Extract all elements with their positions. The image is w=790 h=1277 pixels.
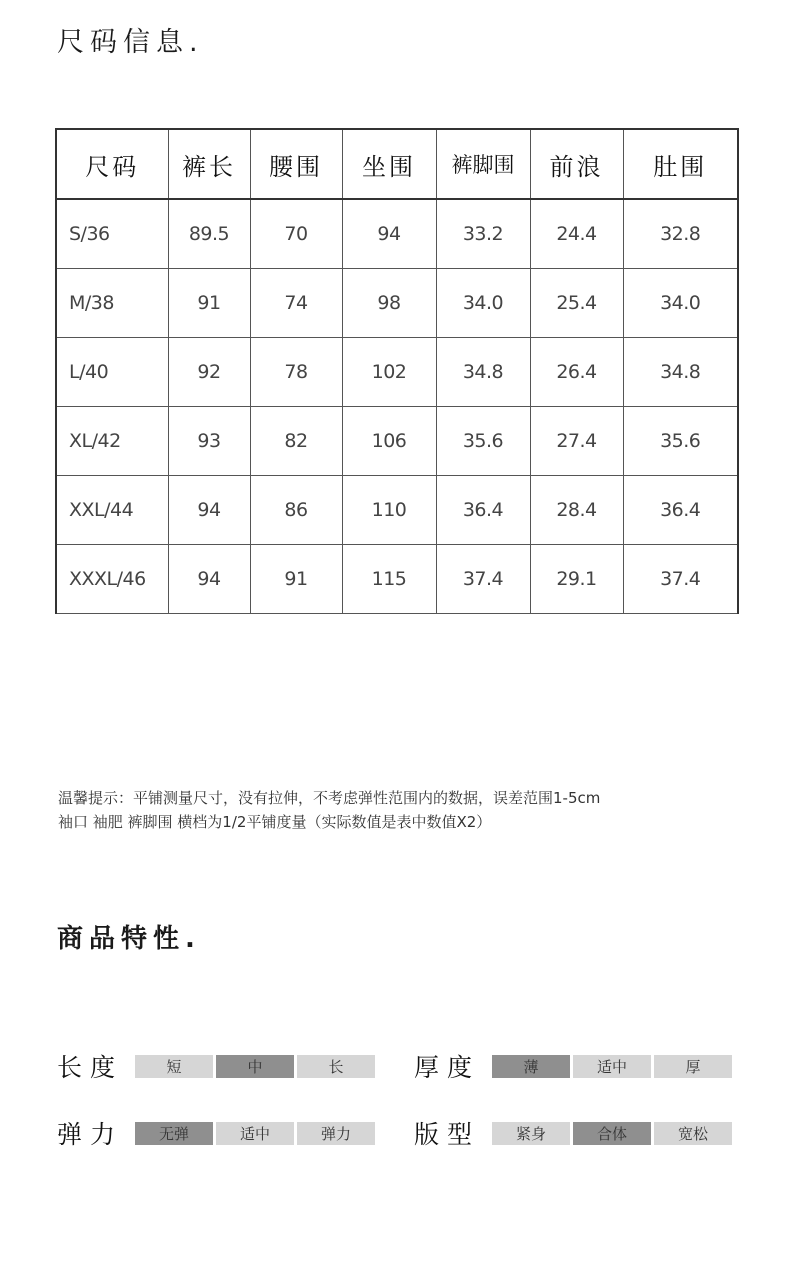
feature-label: 弹力 bbox=[57, 1120, 124, 1149]
size-cell: M/38 bbox=[56, 268, 168, 337]
feature-label: 厚度 bbox=[414, 1053, 481, 1082]
feature-label: 长度 bbox=[57, 1053, 124, 1082]
table-cell: 98 bbox=[342, 268, 436, 337]
size-cell: XL/42 bbox=[56, 406, 168, 475]
table-row bbox=[56, 337, 738, 406]
option-chip-selected: 中 bbox=[216, 1055, 294, 1078]
table-cell: 94 bbox=[168, 544, 250, 613]
table-cell: 94 bbox=[342, 199, 436, 268]
feature-fit bbox=[414, 1115, 735, 1151]
header-front-rise: 前浪 bbox=[530, 129, 623, 199]
size-table bbox=[55, 128, 739, 614]
header-leg-opening: 裤脚围 bbox=[436, 129, 530, 199]
table-row bbox=[56, 199, 738, 268]
feature-length bbox=[57, 1048, 378, 1084]
feature-elasticity bbox=[57, 1115, 378, 1151]
table-cell: 91 bbox=[168, 268, 250, 337]
table-cell: 34.8 bbox=[623, 337, 738, 406]
table-cell: 37.4 bbox=[436, 544, 530, 613]
table-cell: 28.4 bbox=[530, 475, 623, 544]
table-cell: 37.4 bbox=[623, 544, 738, 613]
table-cell: 32.8 bbox=[623, 199, 738, 268]
table-cell: 78 bbox=[250, 337, 342, 406]
header-size: 尺码 bbox=[56, 129, 168, 199]
table-cell: 34.0 bbox=[623, 268, 738, 337]
table-cell: 35.6 bbox=[436, 406, 530, 475]
table-cell: 86 bbox=[250, 475, 342, 544]
table-cell: 93 bbox=[168, 406, 250, 475]
table-cell: 29.1 bbox=[530, 544, 623, 613]
size-cell: S/36 bbox=[56, 199, 168, 268]
table-cell: 35.6 bbox=[623, 406, 738, 475]
table-cell: 89.5 bbox=[168, 199, 250, 268]
table-cell: 24.4 bbox=[530, 199, 623, 268]
size-cell: XXXL/46 bbox=[56, 544, 168, 613]
table-row bbox=[56, 475, 738, 544]
option-chip-selected: 无弹 bbox=[135, 1122, 213, 1145]
product-features-title: 商品特性. bbox=[57, 924, 201, 954]
table-cell: 92 bbox=[168, 337, 250, 406]
note-line-1: 温馨提示：平铺测量尺寸，没有拉伸，不考虑弹性范围内的数据，误差范围1-5cm bbox=[58, 789, 601, 807]
table-cell: 27.4 bbox=[530, 406, 623, 475]
table-cell: 26.4 bbox=[530, 337, 623, 406]
table-row bbox=[56, 406, 738, 475]
table-cell: 74 bbox=[250, 268, 342, 337]
option-chip-selected: 合体 bbox=[573, 1122, 651, 1145]
size-cell: XXL/44 bbox=[56, 475, 168, 544]
feature-label: 版型 bbox=[414, 1120, 481, 1149]
header-belly: 肚围 bbox=[623, 129, 738, 199]
header-waist: 腰围 bbox=[250, 129, 342, 199]
table-cell: 115 bbox=[342, 544, 436, 613]
table-cell: 106 bbox=[342, 406, 436, 475]
option-chip: 适中 bbox=[216, 1122, 294, 1145]
feature-thickness bbox=[414, 1048, 735, 1084]
table-cell: 36.4 bbox=[623, 475, 738, 544]
table-cell: 91 bbox=[250, 544, 342, 613]
table-cell: 94 bbox=[168, 475, 250, 544]
header-hip: 坐围 bbox=[342, 129, 436, 199]
size-cell: L/40 bbox=[56, 337, 168, 406]
option-chip: 紧身 bbox=[492, 1122, 570, 1145]
table-row bbox=[56, 268, 738, 337]
table-cell: 110 bbox=[342, 475, 436, 544]
option-chip: 宽松 bbox=[654, 1122, 732, 1145]
table-cell: 102 bbox=[342, 337, 436, 406]
option-chip-selected: 薄 bbox=[492, 1055, 570, 1078]
table-header-row bbox=[56, 129, 738, 199]
header-pants-length: 裤长 bbox=[168, 129, 250, 199]
note-line-2: 袖口 袖肥 裤脚围 横档为1/2平铺度量（实际数值是表中数值X2） bbox=[58, 813, 492, 831]
size-info-title: 尺码信息. bbox=[57, 27, 204, 58]
table-row bbox=[56, 544, 738, 613]
table-cell: 25.4 bbox=[530, 268, 623, 337]
option-chip: 弹力 bbox=[297, 1122, 375, 1145]
table-cell: 82 bbox=[250, 406, 342, 475]
table-cell: 34.0 bbox=[436, 268, 530, 337]
option-chip: 厚 bbox=[654, 1055, 732, 1078]
table-cell: 70 bbox=[250, 199, 342, 268]
option-chip: 长 bbox=[297, 1055, 375, 1078]
table-cell: 34.8 bbox=[436, 337, 530, 406]
measurement-note bbox=[58, 786, 758, 834]
option-chip: 适中 bbox=[573, 1055, 651, 1078]
table-cell: 33.2 bbox=[436, 199, 530, 268]
option-chip: 短 bbox=[135, 1055, 213, 1078]
table-cell: 36.4 bbox=[436, 475, 530, 544]
